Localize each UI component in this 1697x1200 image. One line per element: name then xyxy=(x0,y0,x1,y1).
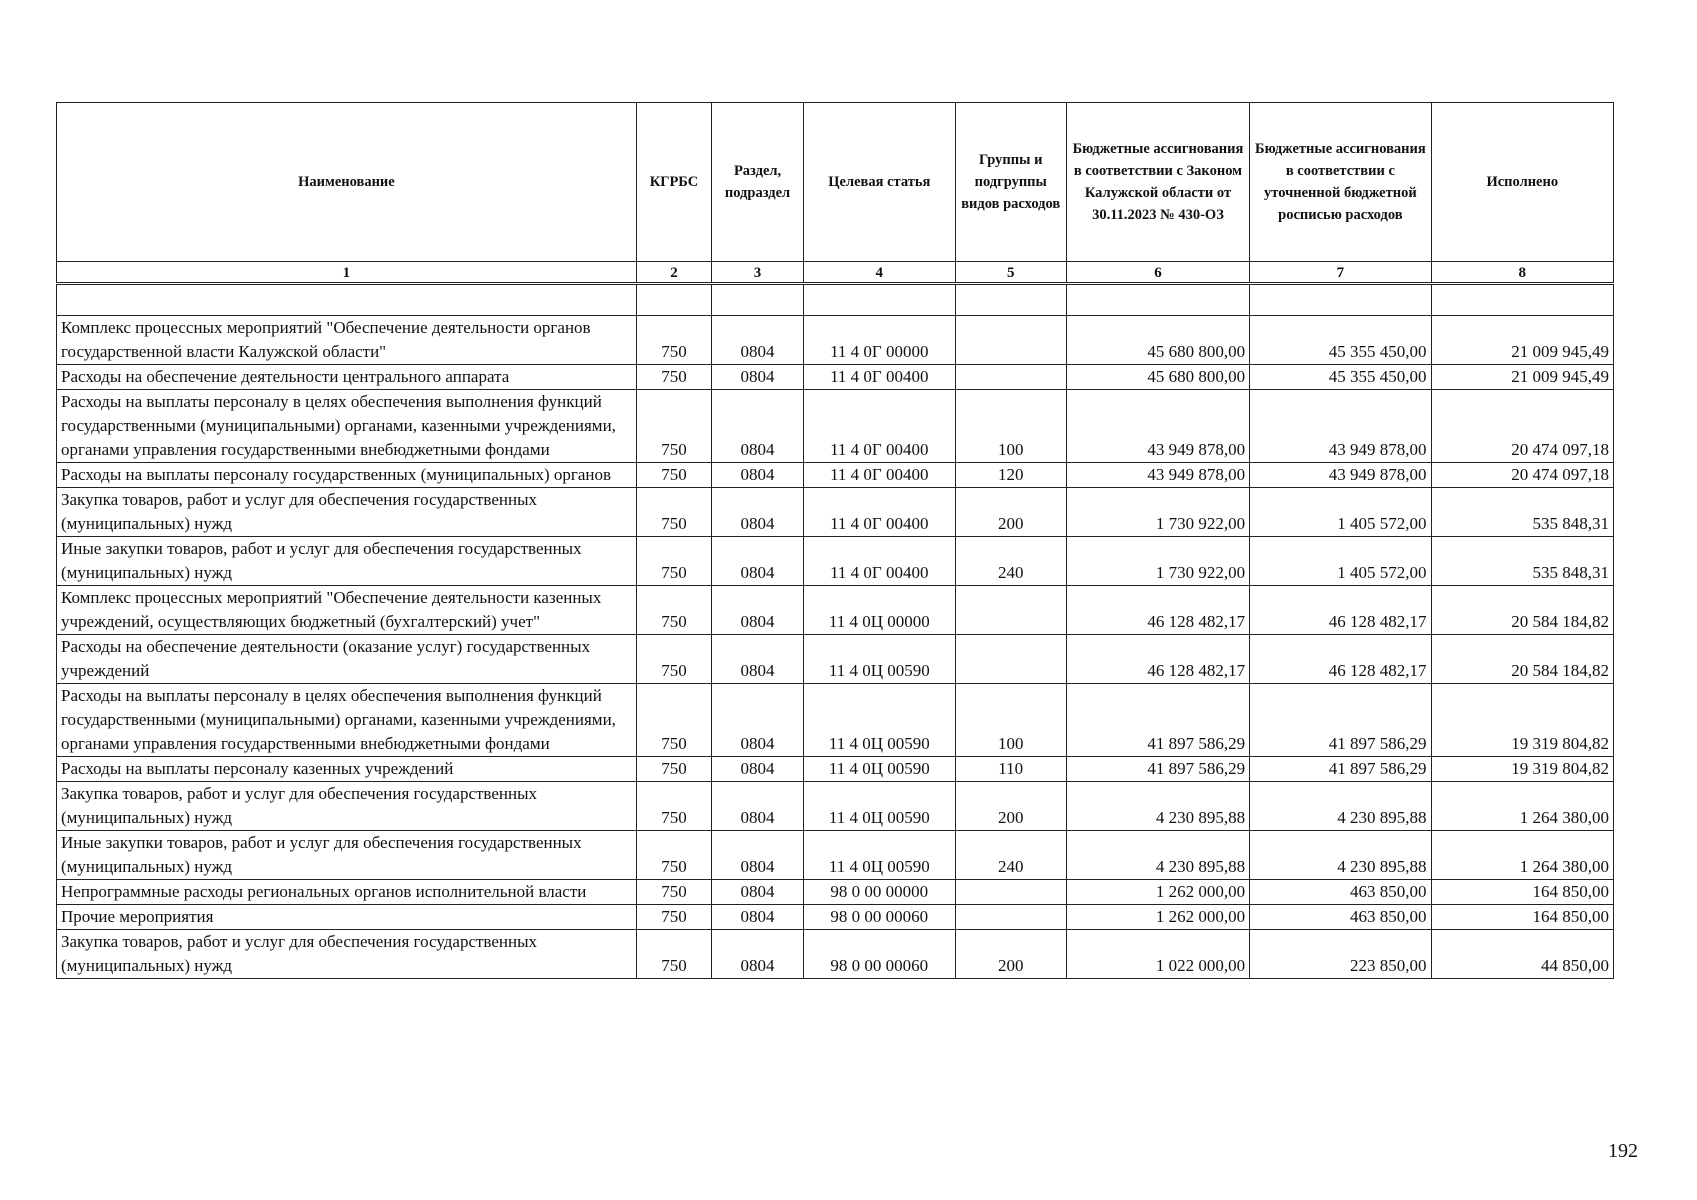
table-row xyxy=(57,463,1614,488)
cell-executed: 21 009 945,49 xyxy=(1431,365,1613,390)
cell-section: 0804 xyxy=(712,905,804,930)
cell-section: 0804 xyxy=(712,684,804,757)
cell-group xyxy=(955,365,1066,390)
cell-law-alloc: 1 262 000,00 xyxy=(1066,880,1249,905)
cell-target: 11 4 0Ц 00590 xyxy=(803,635,955,684)
table-row xyxy=(57,365,1614,390)
cell-law-alloc: 45 680 800,00 xyxy=(1066,365,1249,390)
cell-name: Иные закупки товаров, работ и услуг для обеспечения государственных (муниципальных) нужд xyxy=(57,537,637,586)
cell-name: Непрограммные расходы региональных органов исполнительной власти xyxy=(57,880,637,905)
cell-kgrbs: 750 xyxy=(636,635,711,684)
cell-name: Закупка товаров, работ и услуг для обеспечения государственных (муниципальных) нужд xyxy=(57,930,637,979)
cell-section: 0804 xyxy=(712,782,804,831)
cell-executed: 20 584 184,82 xyxy=(1431,586,1613,635)
col-header-law-alloc: Бюджетные ассигнования в соответствии с Законом Калужской области от 30.11.2023 № 430-ОЗ xyxy=(1066,103,1249,262)
cell-law-alloc: 45 680 800,00 xyxy=(1066,316,1249,365)
table-row xyxy=(57,880,1614,905)
cell-section: 0804 xyxy=(712,880,804,905)
cell-section: 0804 xyxy=(712,930,804,979)
cell-section: 0804 xyxy=(712,831,804,880)
cell-name: Расходы на выплаты персоналу в целях обеспечения выполнения функций государственными (муниципальными) органами, казенными учреждениями, органами управления государственными внебюджетными фондами xyxy=(57,684,637,757)
col-header-refined-alloc: Бюджетные ассигнования в соответствии с уточненной бюджетной росписью расходов xyxy=(1250,103,1431,262)
col-header-executed: Исполнено xyxy=(1431,103,1613,262)
col-header-target: Целевая статья xyxy=(803,103,955,262)
cell-section: 0804 xyxy=(712,537,804,586)
cell-section: 0804 xyxy=(712,316,804,365)
cell-section: 0804 xyxy=(712,488,804,537)
table-row xyxy=(57,684,1614,757)
cell-law-alloc: 41 897 586,29 xyxy=(1066,757,1249,782)
cell-group: 200 xyxy=(955,930,1066,979)
cell-refined-alloc: 43 949 878,00 xyxy=(1250,463,1431,488)
table-row xyxy=(57,488,1614,537)
cell-group: 100 xyxy=(955,390,1066,463)
cell-group xyxy=(955,635,1066,684)
cell-refined-alloc: 4 230 895,88 xyxy=(1250,782,1431,831)
cell-name: Расходы на выплаты персоналу государственных (муниципальных) органов xyxy=(57,463,637,488)
col-header-groups: Группы и подгруппы видов расходов xyxy=(955,103,1066,262)
cell-target: 11 4 0Г 00400 xyxy=(803,390,955,463)
col-number: 8 xyxy=(1431,262,1613,284)
table-row xyxy=(57,390,1614,463)
cell-kgrbs: 750 xyxy=(636,831,711,880)
cell-group: 120 xyxy=(955,463,1066,488)
table-row xyxy=(57,905,1614,930)
cell-kgrbs: 750 xyxy=(636,684,711,757)
cell-target: 11 4 0Ц 00000 xyxy=(803,586,955,635)
header-row xyxy=(57,103,1614,262)
cell-name: Расходы на обеспечение деятельности (оказание услуг) государственных учреждений xyxy=(57,635,637,684)
cell-law-alloc: 41 897 586,29 xyxy=(1066,684,1249,757)
spacer-row xyxy=(57,284,1614,316)
cell-refined-alloc: 45 355 450,00 xyxy=(1250,365,1431,390)
cell-group: 200 xyxy=(955,488,1066,537)
cell-target: 11 4 0Г 00000 xyxy=(803,316,955,365)
col-number: 3 xyxy=(712,262,804,284)
cell-executed: 164 850,00 xyxy=(1431,905,1613,930)
cell-law-alloc: 46 128 482,17 xyxy=(1066,586,1249,635)
cell-refined-alloc: 46 128 482,17 xyxy=(1250,635,1431,684)
col-number: 6 xyxy=(1066,262,1249,284)
cell-executed: 20 474 097,18 xyxy=(1431,463,1613,488)
cell-refined-alloc: 463 850,00 xyxy=(1250,905,1431,930)
cell-name: Расходы на обеспечение деятельности центрального аппарата xyxy=(57,365,637,390)
cell-law-alloc: 4 230 895,88 xyxy=(1066,831,1249,880)
col-header-section: Раздел, подраздел xyxy=(712,103,804,262)
cell-name: Закупка товаров, работ и услуг для обеспечения государственных (муниципальных) нужд xyxy=(57,782,637,831)
col-header-name: Наименование xyxy=(57,103,637,262)
cell-law-alloc: 43 949 878,00 xyxy=(1066,463,1249,488)
cell-kgrbs: 750 xyxy=(636,463,711,488)
cell-kgrbs: 750 xyxy=(636,905,711,930)
cell-refined-alloc: 1 405 572,00 xyxy=(1250,488,1431,537)
cell-kgrbs: 750 xyxy=(636,365,711,390)
col-number: 1 xyxy=(57,262,637,284)
cell-group: 200 xyxy=(955,782,1066,831)
cell-target: 98 0 00 00060 xyxy=(803,930,955,979)
cell-law-alloc: 4 230 895,88 xyxy=(1066,782,1249,831)
cell-refined-alloc: 1 405 572,00 xyxy=(1250,537,1431,586)
cell-executed: 535 848,31 xyxy=(1431,488,1613,537)
cell-refined-alloc: 41 897 586,29 xyxy=(1250,684,1431,757)
cell-group xyxy=(955,880,1066,905)
cell-target: 11 4 0Ц 00590 xyxy=(803,831,955,880)
col-number: 4 xyxy=(803,262,955,284)
cell-refined-alloc: 43 949 878,00 xyxy=(1250,390,1431,463)
cell-executed: 164 850,00 xyxy=(1431,880,1613,905)
cell-section: 0804 xyxy=(712,586,804,635)
cell-executed: 21 009 945,49 xyxy=(1431,316,1613,365)
table-row xyxy=(57,537,1614,586)
budget-sheet xyxy=(56,102,1614,979)
cell-law-alloc: 43 949 878,00 xyxy=(1066,390,1249,463)
col-number: 2 xyxy=(636,262,711,284)
table-row xyxy=(57,930,1614,979)
col-number: 7 xyxy=(1250,262,1431,284)
cell-law-alloc: 1 022 000,00 xyxy=(1066,930,1249,979)
cell-kgrbs: 750 xyxy=(636,880,711,905)
table-row xyxy=(57,782,1614,831)
cell-kgrbs: 750 xyxy=(636,488,711,537)
cell-executed: 1 264 380,00 xyxy=(1431,782,1613,831)
cell-name: Комплекс процессных мероприятий "Обеспечение деятельности казенных учреждений, осуществляющих бюджетный (бухгалтерский) учет" xyxy=(57,586,637,635)
cell-group: 100 xyxy=(955,684,1066,757)
cell-group xyxy=(955,586,1066,635)
cell-kgrbs: 750 xyxy=(636,586,711,635)
cell-law-alloc: 1 730 922,00 xyxy=(1066,537,1249,586)
cell-target: 11 4 0Г 00400 xyxy=(803,488,955,537)
cell-executed: 20 584 184,82 xyxy=(1431,635,1613,684)
cell-section: 0804 xyxy=(712,635,804,684)
cell-kgrbs: 750 xyxy=(636,316,711,365)
cell-law-alloc: 1 262 000,00 xyxy=(1066,905,1249,930)
cell-name: Прочие мероприятия xyxy=(57,905,637,930)
cell-refined-alloc: 223 850,00 xyxy=(1250,930,1431,979)
cell-law-alloc: 46 128 482,17 xyxy=(1066,635,1249,684)
cell-section: 0804 xyxy=(712,390,804,463)
cell-section: 0804 xyxy=(712,463,804,488)
cell-executed: 20 474 097,18 xyxy=(1431,390,1613,463)
cell-executed: 44 850,00 xyxy=(1431,930,1613,979)
cell-executed: 19 319 804,82 xyxy=(1431,684,1613,757)
cell-name: Закупка товаров, работ и услуг для обеспечения государственных (муниципальных) нужд xyxy=(57,488,637,537)
cell-section: 0804 xyxy=(712,757,804,782)
cell-target: 11 4 0Ц 00590 xyxy=(803,684,955,757)
cell-group: 110 xyxy=(955,757,1066,782)
cell-executed: 1 264 380,00 xyxy=(1431,831,1613,880)
cell-group: 240 xyxy=(955,537,1066,586)
cell-kgrbs: 750 xyxy=(636,390,711,463)
col-number: 5 xyxy=(955,262,1066,284)
cell-target: 98 0 00 00060 xyxy=(803,905,955,930)
col-header-kgrbs: КГРБС xyxy=(636,103,711,262)
cell-kgrbs: 750 xyxy=(636,782,711,831)
cell-refined-alloc: 46 128 482,17 xyxy=(1250,586,1431,635)
cell-target: 11 4 0Ц 00590 xyxy=(803,757,955,782)
cell-refined-alloc: 41 897 586,29 xyxy=(1250,757,1431,782)
cell-kgrbs: 750 xyxy=(636,537,711,586)
cell-refined-alloc: 463 850,00 xyxy=(1250,880,1431,905)
cell-name: Расходы на выплаты персоналу в целях обеспечения выполнения функций государственными (муниципальными) органами, казенными учреждениями, органами управления государственными внебюджетными фондами xyxy=(57,390,637,463)
cell-executed: 535 848,31 xyxy=(1431,537,1613,586)
cell-group xyxy=(955,905,1066,930)
cell-section: 0804 xyxy=(712,365,804,390)
cell-executed: 19 319 804,82 xyxy=(1431,757,1613,782)
cell-group xyxy=(955,316,1066,365)
cell-target: 11 4 0Ц 00590 xyxy=(803,782,955,831)
table-row xyxy=(57,635,1614,684)
cell-target: 98 0 00 00000 xyxy=(803,880,955,905)
cell-target: 11 4 0Г 00400 xyxy=(803,537,955,586)
cell-kgrbs: 750 xyxy=(636,930,711,979)
cell-name: Расходы на выплаты персоналу казенных учреждений xyxy=(57,757,637,782)
cell-law-alloc: 1 730 922,00 xyxy=(1066,488,1249,537)
table-row xyxy=(57,316,1614,365)
cell-name: Комплекс процессных мероприятий "Обеспечение деятельности органов государственной власти Калужской области" xyxy=(57,316,637,365)
cell-refined-alloc: 4 230 895,88 xyxy=(1250,831,1431,880)
cell-target: 11 4 0Г 00400 xyxy=(803,365,955,390)
cell-refined-alloc: 45 355 450,00 xyxy=(1250,316,1431,365)
page-number: 192 xyxy=(1608,1140,1638,1162)
table-row xyxy=(57,757,1614,782)
cell-name: Иные закупки товаров, работ и услуг для обеспечения государственных (муниципальных) нужд xyxy=(57,831,637,880)
cell-target: 11 4 0Г 00400 xyxy=(803,463,955,488)
table-row xyxy=(57,831,1614,880)
table-row xyxy=(57,586,1614,635)
budget-table xyxy=(56,102,1614,979)
cell-kgrbs: 750 xyxy=(636,757,711,782)
column-number-row xyxy=(57,262,1614,284)
cell-group: 240 xyxy=(955,831,1066,880)
